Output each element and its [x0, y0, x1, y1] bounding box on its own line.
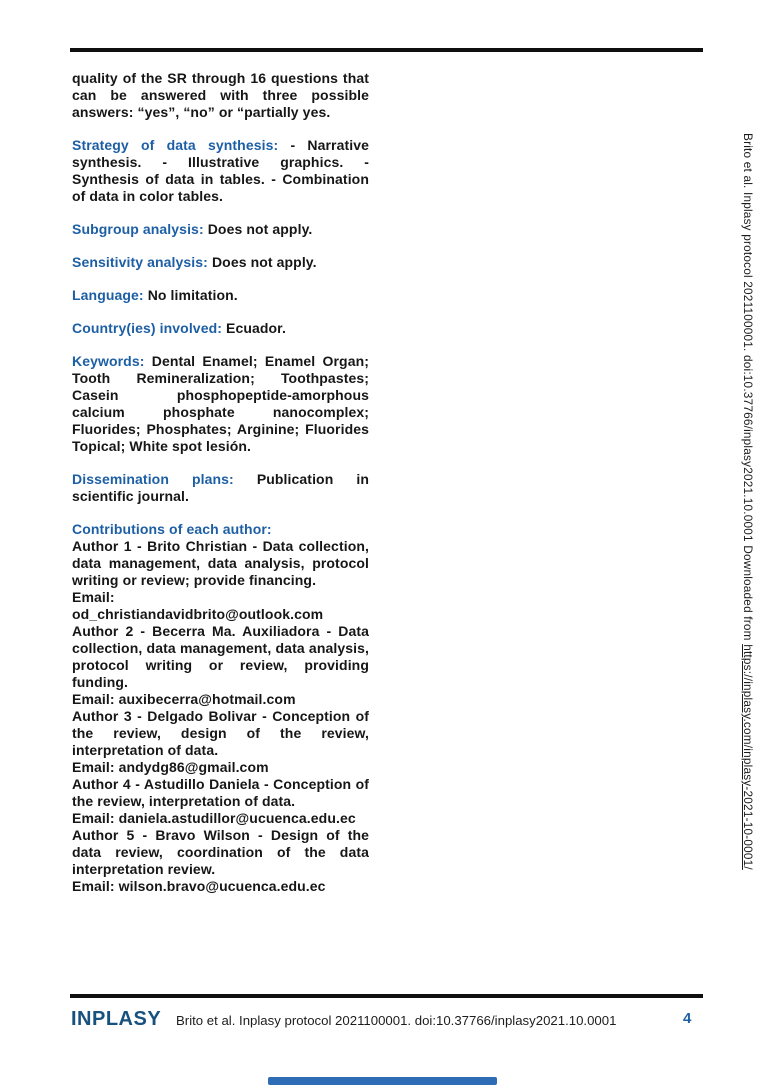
contribution-line: Author 5 - Bravo Wilson - Design of the data review, coordination of the data interpretation review. [72, 827, 369, 877]
section-heading: Contributions of each author: [72, 521, 272, 537]
section-heading: Subgroup analysis: [72, 221, 204, 237]
contribution-email: Email: andydg86@gmail.com [72, 759, 269, 775]
section-body: Does not apply. [207, 221, 313, 237]
section-country [72, 320, 369, 337]
section-heading: Language: [72, 287, 144, 303]
sidebar-source-link[interactable]: https://inplasy.com/inplasy-2021-10-0001/ [741, 644, 755, 870]
section-strategy [72, 137, 369, 205]
sidebar-running-citation [741, 133, 755, 870]
section-body: Does not apply. [211, 254, 317, 270]
section-body: Ecuador. [226, 320, 286, 336]
section-language [72, 287, 369, 304]
contribution-email: Email: daniela.astudillor@ucuenca.edu.ec [72, 810, 356, 826]
footer-rule [70, 994, 703, 998]
section-sensitivity [72, 254, 369, 271]
section-heading: Sensitivity analysis: [72, 254, 208, 270]
contribution-email: Email: auxibecerra@hotmail.com [72, 691, 296, 707]
sidebar-citation-text: Brito et al. Inplasy protocol 2021100001. doi:10.37766/inplasy2021.10.0001 Downloaded from [741, 133, 755, 645]
section-heading: Strategy of data synthesis: [72, 137, 279, 153]
contribution-line: Author 2 - Becerra Ma. Auxiliadora - Data collection, data management, data analysis, protocol writing or review, providing funding. [72, 623, 369, 690]
section-keywords [72, 353, 369, 455]
section-body: - Narrative synthesis. - Illustrative graphics. - Synthesis of data in tables. - Combination of data in color tables. [72, 137, 370, 204]
section-body: Dental Enamel; Enamel Organ; Tooth Remineralization; Toothpastes; Casein phosphopeptide-amorphous calcium phosphate nanocomplex; Fluorides; Phosphates; Arginine; Fluorides Topical; White spot lesión. [72, 353, 370, 454]
contribution-email: Email: wilson.bravo@ucuenca.edu.ec [72, 878, 326, 894]
section-subgroup [72, 221, 369, 238]
bottom-accent-bar [268, 1077, 497, 1085]
page-number: 4 [683, 1010, 692, 1027]
section-body: No limitation. [147, 287, 238, 303]
paragraph-quality [72, 70, 369, 121]
section-contributions [72, 521, 369, 895]
paragraph-text: quality of the SR through 16 questions that can be answered with three possible answers: “yes”, “no” or “partially yes. [72, 70, 369, 120]
contribution-line: Author 4 - Astudillo Daniela - Conception of the review, interpretation of data. [72, 776, 369, 809]
contribution-email: Email: od_christiandavidbrito@outlook.com [72, 589, 324, 622]
inplasy-logo: INPLASY [71, 1008, 162, 1030]
section-heading: Dissemination plans: [72, 471, 234, 487]
section-body: Publication in scientific journal. [72, 471, 369, 504]
article-body [72, 70, 369, 911]
footer-citation: Brito et al. Inplasy protocol 2021100001. doi:10.37766/inplasy2021.10.0001 [176, 1013, 617, 1028]
section-heading: Keywords: [72, 353, 145, 369]
section-dissemination [72, 471, 369, 505]
contribution-line: Author 3 - Delgado Bolivar - Conception of the review, design of the review, interpretation of data. [72, 708, 369, 758]
top-rule [70, 48, 703, 52]
contribution-line: Author 1 - Brito Christian - Data collection, data management, data analysis, protocol writing or review; provide financing. [72, 538, 369, 588]
section-heading: Country(ies) involved: [72, 320, 222, 336]
